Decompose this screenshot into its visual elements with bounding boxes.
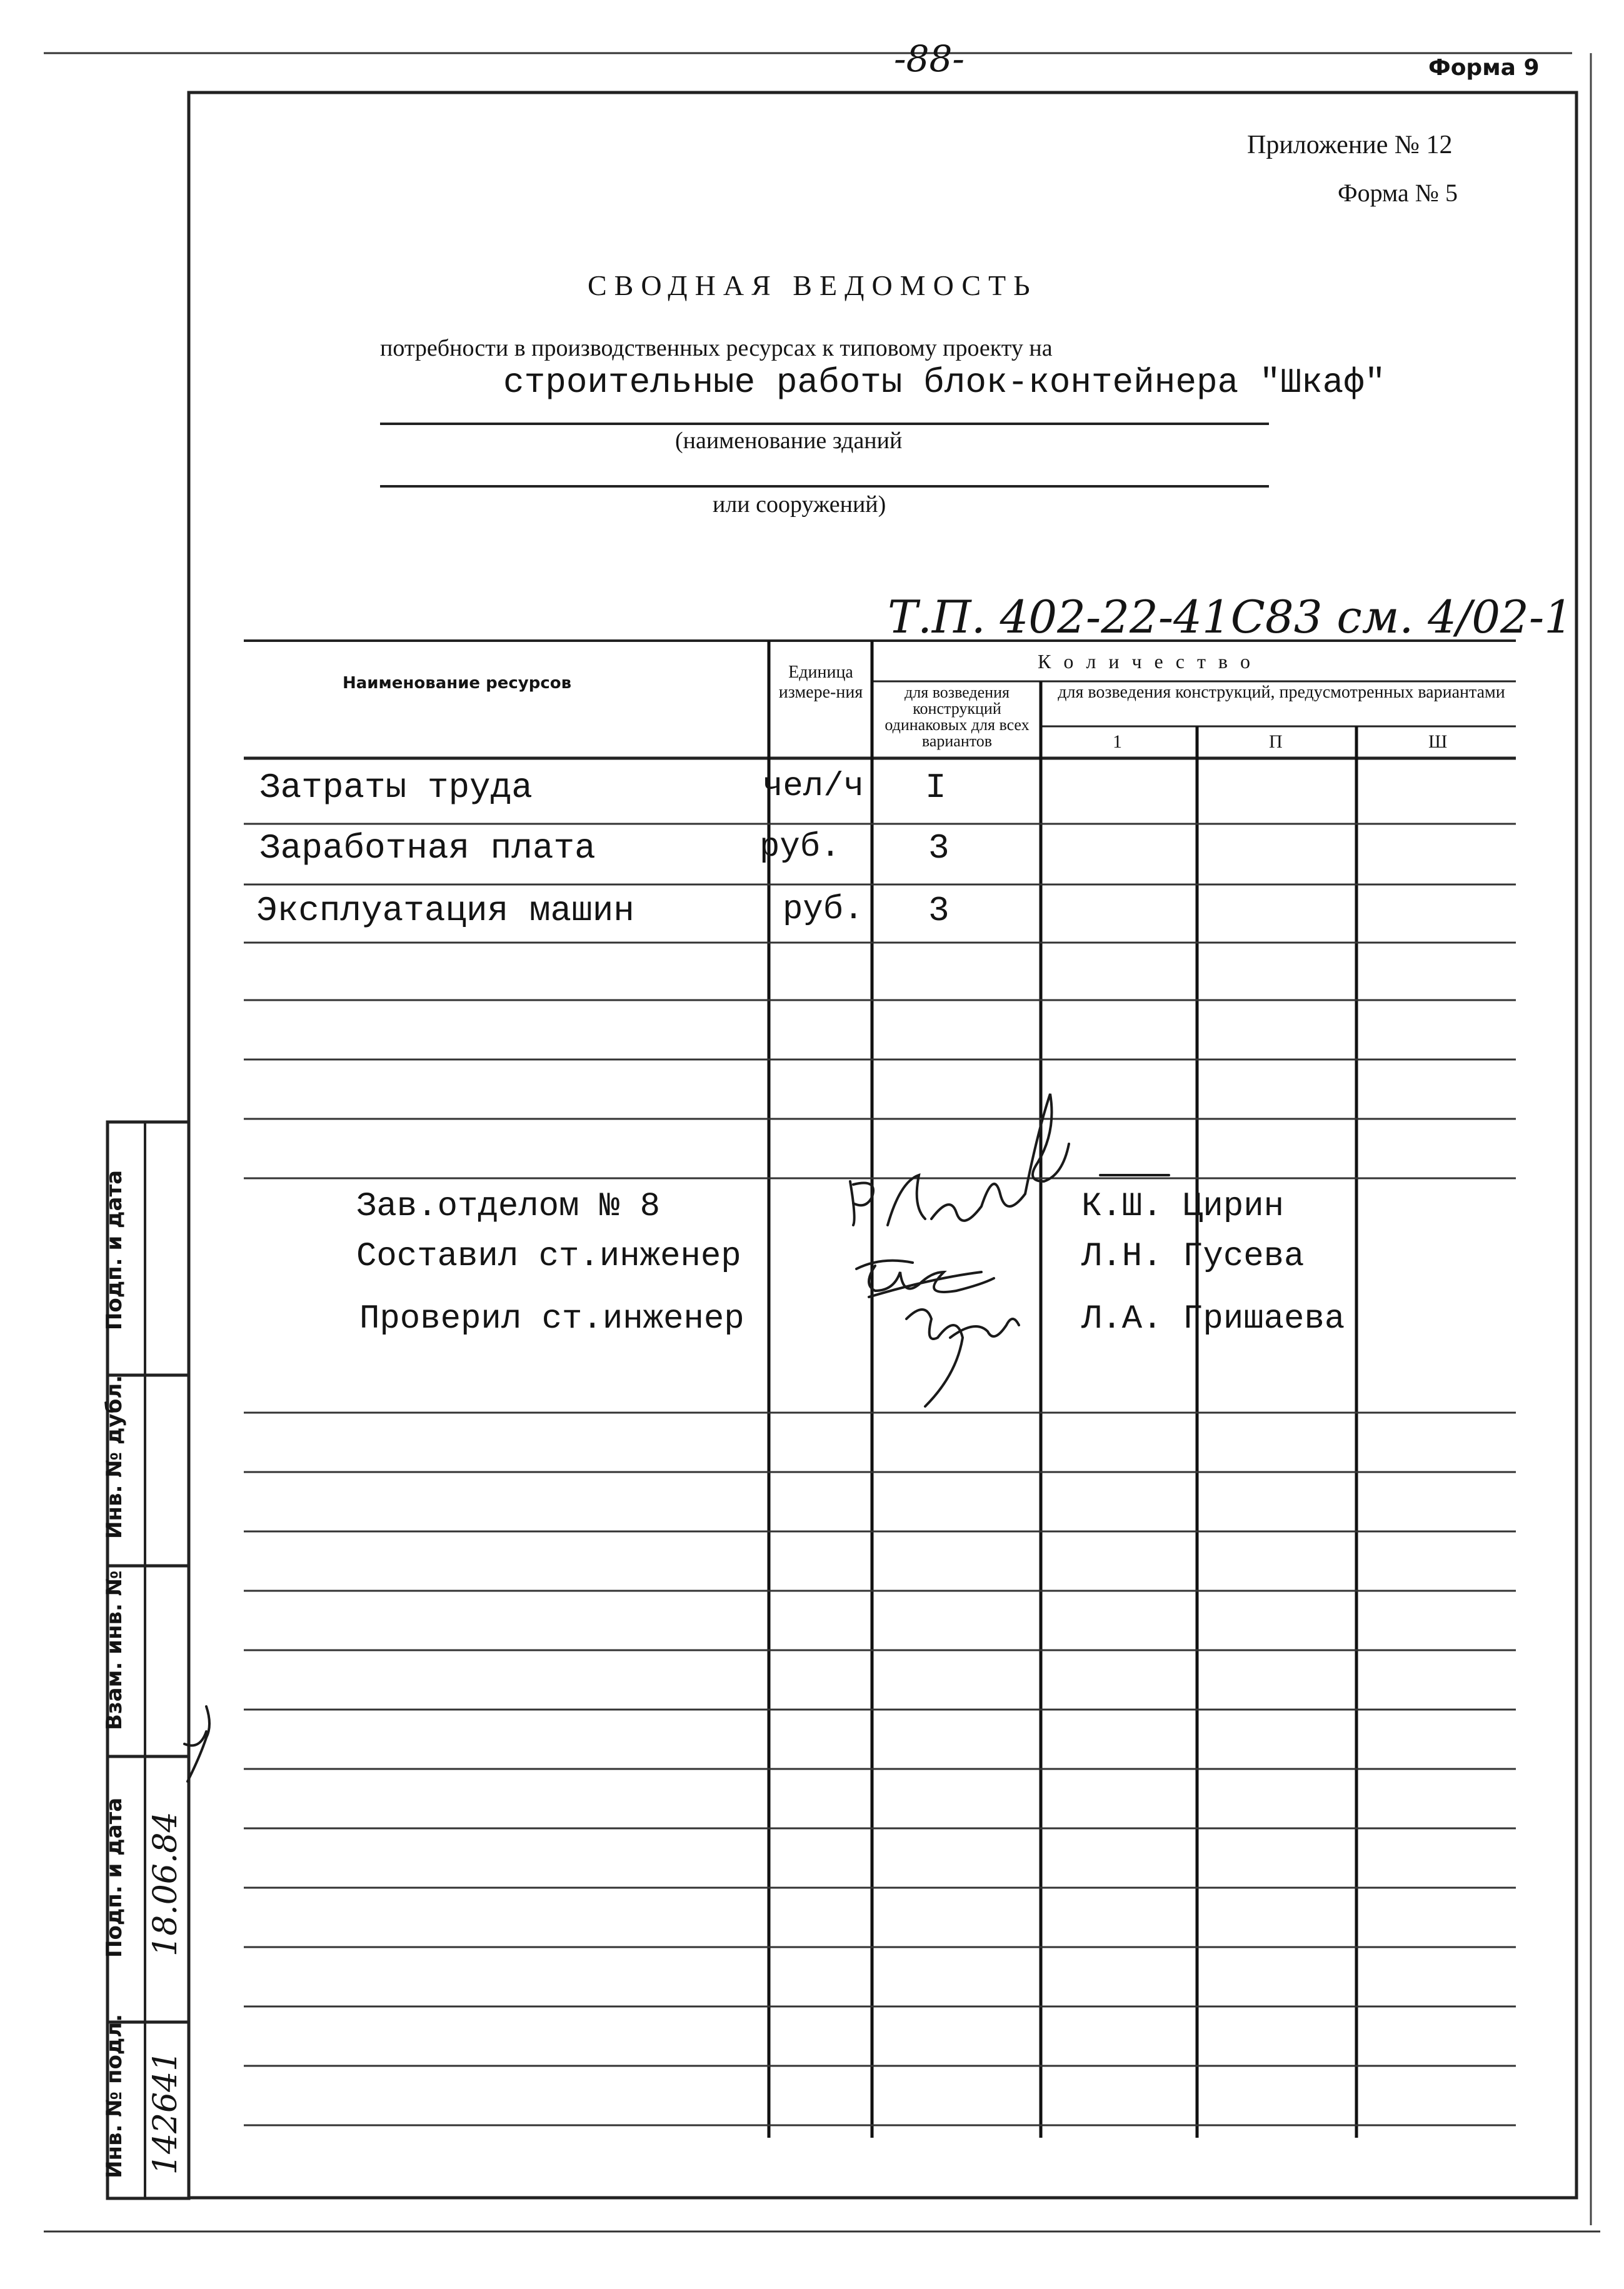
table-row-name: Затраты труда <box>259 768 533 808</box>
caption-building: (наименование зданий <box>675 428 903 454</box>
appendix-label: Приложение № 12 <box>1247 131 1453 159</box>
project-name: строительные работы блок-контейнера "Шкаф" <box>503 363 1386 403</box>
signature-name: К.Ш. Цирин <box>1081 1188 1285 1226</box>
table-row-name: Заработная плата <box>259 828 596 868</box>
header-quantity: К о л и ч е с т в о <box>1038 650 1255 673</box>
table-row-qty: 3 <box>928 891 950 931</box>
stamp-label-dup-inv: Инв. № дубл. <box>102 1375 127 1539</box>
form-number: Форма № 5 <box>1338 179 1458 207</box>
stamp-inv-handwritten: 142641 <box>147 2050 184 2175</box>
signature-name: Л.Н. Гусева <box>1081 1238 1305 1276</box>
table-row-unit: чел/ч <box>763 768 865 806</box>
project-code: Т.П. 402-22-41С83 см. 4/02-1 <box>888 591 1573 643</box>
signature-role: Составил ст.инженер <box>356 1238 741 1276</box>
signature-role: Зав.отделом № 8 <box>356 1188 661 1226</box>
table-row-unit: руб. <box>759 828 841 866</box>
page-title: СВОДНАЯ ВЕДОМОСТЬ <box>588 269 1038 301</box>
page-number: -88- <box>894 38 965 80</box>
subtitle-line: потребности в производственных ресурсах к типовому проекту на <box>380 335 1053 361</box>
caption-structures: или сооружений) <box>713 491 886 518</box>
stamp-date-handwritten: 18.06.84 <box>147 1811 184 1956</box>
signature-role: Проверил ст.инженер <box>359 1300 744 1338</box>
header-variant-2: П <box>1269 731 1283 752</box>
stamp-label-sign-date-2: Подп. и дата <box>102 1797 127 1958</box>
form-label-top: Форма 9 <box>1428 55 1540 81</box>
header-variant-3: Ш <box>1428 731 1448 752</box>
stamp-label-orig-inv: Инв. № подл. <box>102 2013 127 2178</box>
header-variant-1: 1 <box>1113 731 1122 752</box>
table-row-unit: руб. <box>783 891 864 929</box>
table-row-qty: I <box>925 768 946 808</box>
stamp-label-sign-date-1: Подп. и дата <box>102 1170 127 1331</box>
table-row-qty: 3 <box>928 828 950 868</box>
header-same-for-all: для возведения конструкций одинаковых для всех вариантов <box>885 683 1030 750</box>
stamp-label-swap-inv: Взам. инв. № <box>102 1570 127 1730</box>
table-row-name: Эксплуатация машин <box>256 891 634 931</box>
header-by-variants: для возведения конструкций, предусмотренных вариантами <box>1058 683 1505 702</box>
header-unit: Единица измере-ния <box>778 663 863 702</box>
header-resource-name: Наименование ресурсов <box>343 674 572 693</box>
signature-name: Л.А. Гришаева <box>1081 1300 1345 1338</box>
